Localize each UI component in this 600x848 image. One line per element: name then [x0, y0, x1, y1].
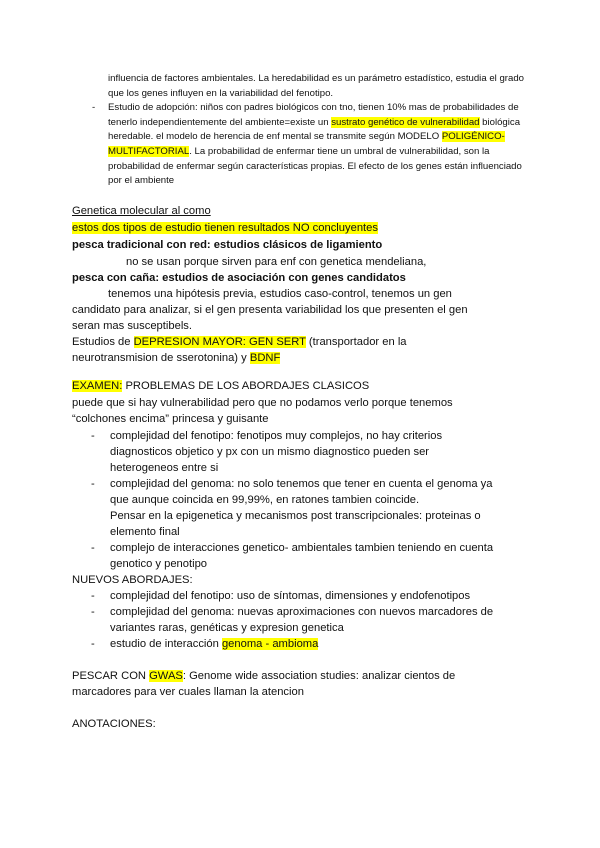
highlight-genoma-ambioma: genoma - ambioma	[221, 638, 319, 650]
bullet-dash: -	[91, 590, 95, 602]
highlight-bdnf: BDNF	[249, 352, 281, 364]
heritability-paragraph: influencia de factores ambientales. La heredabilidad es un parámetro estadístico, estudia el grado que los genes influyen en la variabilidad del fenotipo.	[108, 73, 524, 99]
anotaciones-heading: ANOTACIONES:	[72, 718, 156, 730]
list-item: heterogeneos entre si	[110, 462, 219, 474]
bullet-dash: -	[91, 478, 95, 490]
intro-line-2: “colchones encima” princesa y guisante	[72, 413, 269, 425]
bullet-dash: -	[91, 638, 95, 650]
list-item: variantes raras, genéticas y expresion genetica	[110, 622, 344, 634]
list-item: complejidad del genoma: nuevas aproximaciones con nuevos marcadores de	[110, 606, 494, 618]
list-item: que aunque coincida en 99,99%, en ratones tambien coincide.	[110, 494, 420, 506]
adoption-text-a: Estudio de adopción: niños con padres biológicos con tno, tienen 10% mas de probabilidades de tenerlo independientemente del ambiente=existe un	[108, 102, 519, 128]
text-hipotesis: tenemos una hipótesis previa, estudios caso-control, tenemos un gen	[108, 288, 452, 300]
text-mendeliana: no se usan porque sirven para enf con genetica mendeliana,	[126, 256, 427, 268]
list-item: complejidad del fenotipo: fenotipos muy complejos, no hay criterios	[110, 430, 443, 442]
bullet-dash: -	[92, 102, 96, 114]
text-candidato: candidato para analizar, si el gen presenta variabilidad los que presenten el gen	[72, 304, 468, 316]
adoption-text-c: . La probabilidad de enfermar tiene un umbral de vulnerabilidad, son la probabilidad de enfermar según características propias. El efecto de los genes están influenciado por el ambiente	[108, 145, 522, 187]
gwas-line-2: marcadores para ver cuales llaman la atencion	[72, 686, 304, 698]
bold-pesca-cana: pesca con caña: estudios de asociación con genes candidatos	[72, 272, 406, 284]
bullet-dash: -	[91, 542, 95, 554]
adoption-text-b: biológica heredable. el modelo de herencia de enf mental se transmite según MODELO	[108, 116, 521, 143]
nuevos-heading: NUEVOS ABORDAJES:	[72, 574, 193, 586]
top-block	[92, 72, 528, 189]
adoption-bullet	[92, 101, 528, 189]
highlight-no-concluyentes: estos dos tipos de estudio tienen resultados NO concluyentes	[72, 222, 378, 234]
intro-line-1: puede que si hay vulnerabilidad pero que no podamos verlo porque tenemos	[72, 397, 453, 409]
list-item: diagnosticos objetico y px con un mismo diagnostico pueden ser	[110, 446, 430, 458]
bold-pesca-red: pesca tradicional con red: estudios clásicos de ligamiento	[72, 239, 383, 251]
highlight-poligenico: POLIGÉNICO- MULTIFACTORIAL	[108, 131, 505, 157]
highlight-depresion: DEPRESION MAYOR: GEN SERT	[133, 336, 306, 348]
highlight-examen: EXAMEN:	[72, 380, 123, 392]
list-item: elemento final	[110, 526, 180, 538]
list-item: Pensar en la epigenetica y mecanismos post transcripcionales: proteinas o	[110, 510, 481, 522]
gwas-line-1: PESCAR CON GWAS: Genome wide association studies: analizar cientos de	[72, 670, 456, 682]
highlight-sustrato: sustrato genético de vulnerabilidad	[331, 116, 480, 128]
list-item: complejidad del fenotipo: uso de síntomas, dimensiones y endofenotipos	[110, 590, 471, 602]
bullet-dash: -	[91, 430, 95, 442]
list-item: complejidad del genoma: no solo tenemos que tener en cuenta el genoma ya	[110, 478, 493, 490]
list-item: complejo de interacciones genetico- ambientales tambien teniendo en cuenta	[110, 542, 494, 554]
neurotransmision-line: neurotransmision de sserotonina) y BDNF	[72, 352, 281, 364]
list-item: genotico y penotipo	[110, 558, 208, 570]
bullet-dash: -	[91, 606, 95, 618]
estudios-line: Estudios de DEPRESION MAYOR: GEN SERT (transportador en la	[72, 336, 407, 348]
section-heading: Genetica molecular al como	[72, 205, 211, 217]
text-susceptibles: seran mas susceptibels.	[72, 320, 193, 332]
examen-heading: EXAMEN: PROBLEMAS DE LOS ABORDAJES CLASICOS	[72, 380, 370, 392]
list-item: estudio de interacción genoma - ambioma	[110, 638, 319, 650]
highlight-gwas: GWAS	[149, 670, 183, 682]
